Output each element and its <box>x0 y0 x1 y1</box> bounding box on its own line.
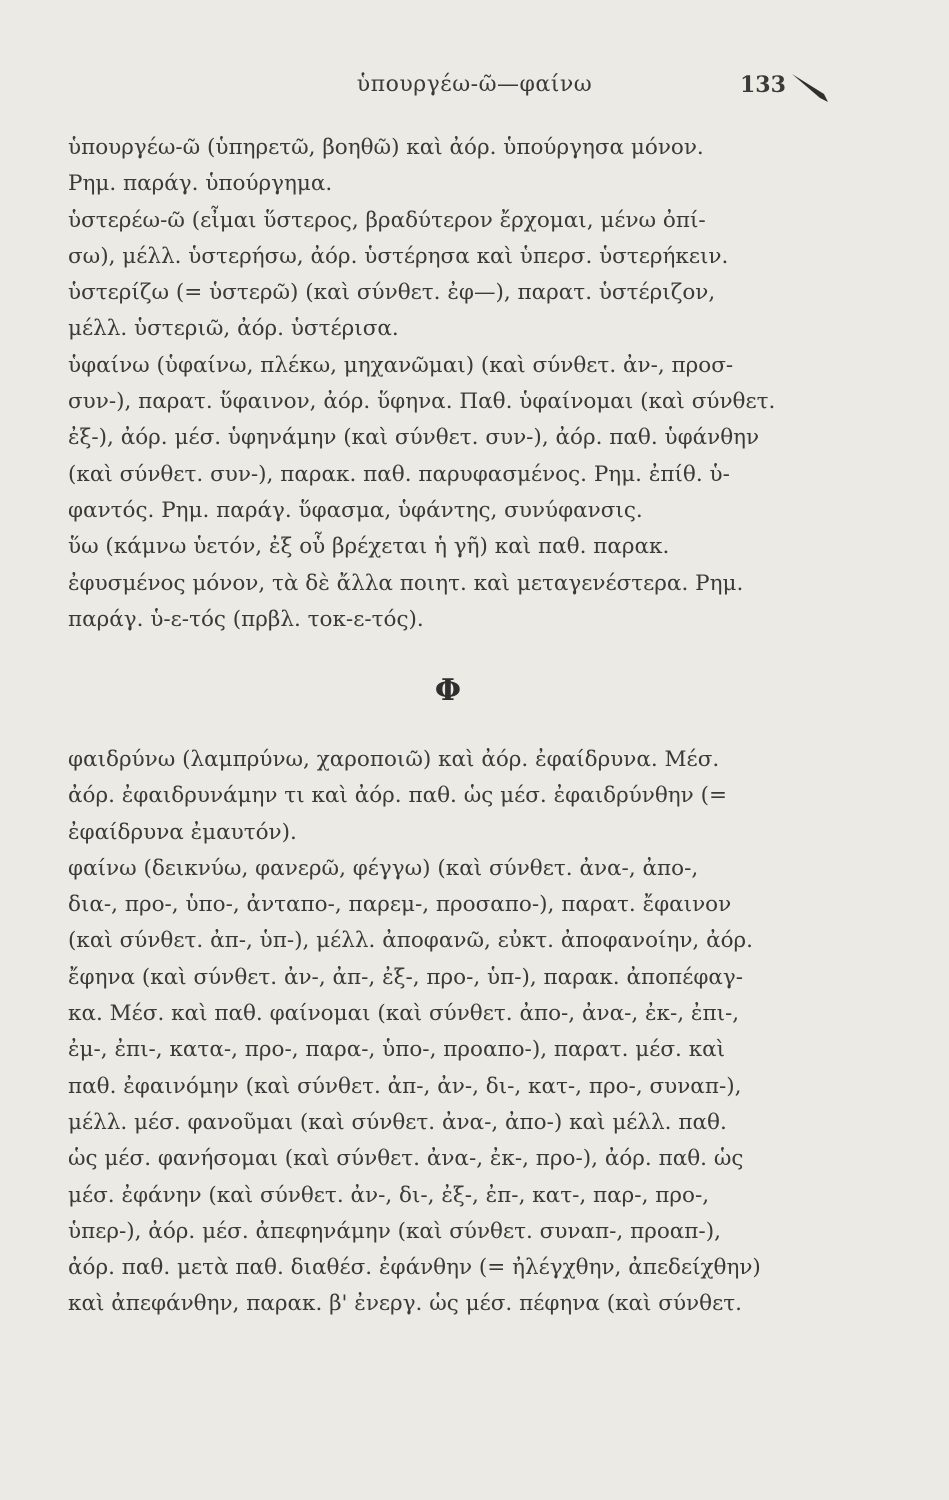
text-line: δια-, προ-, ὑπο-, ἀνταπο-, παρεμ-, προσαπο-), παρατ. ἔφαινον <box>68 892 732 918</box>
text-line: ἐμ-, ἐπι-, κατα-, προ-, παρα-, ὑπο-, προαπο-), παρατ. μέσ. καὶ <box>68 1037 726 1063</box>
section-letter-text: Φ <box>434 673 462 708</box>
text-line: ὑπουργέω-ῶ (ὑπηρετῶ, βοηθῶ) καὶ ἀόρ. ὑπούργησα μόνον. <box>68 135 704 160</box>
text-line: ἔφηνα (καὶ σύνθετ. ἀν-, ἀπ-, ἐξ-, προ-, ὑπ-), παρακ. ἀποπέφαγ- <box>68 964 744 990</box>
text-line: φαντός. Ρημ. παράγ. ὕφασμα, ὑφάντης, συνύφανσις. <box>68 497 643 523</box>
page-number: 133 <box>740 72 786 98</box>
text-line: ὑπερ-), ἀόρ. μέσ. ἀπεφηνάμην (καὶ σύνθετ. συναπ-, προαπ-), <box>68 1218 721 1244</box>
text-line: κα. Μέσ. καὶ παθ. φαίνομαι (καὶ σύνθετ. ἀπο-, ἀνα-, ἐκ-, ἐπι-, <box>68 1001 740 1027</box>
text-line: ὡς μέσ. φανήσομαι (καὶ σύνθετ. ἀνα-, ἐκ-, προ-), ἀόρ. παθ. ὡς <box>68 1146 744 1172</box>
text-line: ὑστερέω-ῶ (εἶμαι ὕστερος, βραδύτερον ἔρχομαι, μένω ὀπί- <box>68 207 706 233</box>
text-line: φαιδρύνω (λαμπρύνω, χαροποιῶ) καὶ ἀόρ. ἐφαίδρυνα. Μέσ. <box>68 747 720 772</box>
running-head: ὑπουργέω-ῶ—φαίνω <box>356 72 593 97</box>
text-line: σω), μέλλ. ὑστερήσω, ἀόρ. ὑστέρησα καὶ ὑπερσ. ὑστερήκειν. <box>68 243 729 269</box>
text-line: μέσ. ἐφάνην (καὶ σύνθετ. ἀν-, δι-, ἐξ-, ἐπ-, κατ-, παρ-, προ-, <box>68 1182 710 1208</box>
entries-upsilon <box>68 130 828 638</box>
text-line: ἀόρ. ἐφαιδρυνάμην τι καὶ ἀόρ. παθ. ὡς μέσ. ἐφαιδρύνθην (= <box>68 783 727 809</box>
text-line: καὶ ἀπεφάνθην, παρακ. β' ἐνεργ. ὡς μέσ. πέφηνα (καὶ σύνθετ. <box>68 1291 742 1317</box>
text-line: (καὶ σύνθετ. ἀπ-, ὑπ-), μέλλ. ἀποφανῶ, εὐκτ. ἀποφανοίην, ἀόρ. <box>68 928 754 954</box>
text-line: (καὶ σύνθετ. συν-), παρακ. παθ. παρυφασμένος. Ρημ. ἐπίθ. ὑ- <box>68 461 730 487</box>
text-line: μέλλ. ὑστεριῶ, ἀόρ. ὑστέρισα. <box>68 316 399 342</box>
page-corner-mark <box>790 70 832 104</box>
text-line: ἐφυσμένος μόνον, τὰ δὲ ἄλλα ποιητ. καὶ μεταγενέστερα. Ρημ. <box>68 570 744 596</box>
text-line: φαίνω (δεικνύω, φανερῶ, φέγγω) (καὶ σύνθετ. ἀνα-, ἀπο-, <box>68 855 699 881</box>
text-line: Ρημ. παράγ. ὑπούργημα. <box>68 171 333 197</box>
text-line: παράγ. ὑ-ε-τός (πρβλ. τοκ-ε-τός). <box>68 606 424 632</box>
text-line: μέλλ. μέσ. φανοῦμαι (καὶ σύνθετ. ἀνα-, ἀπο-) καὶ μέλλ. παθ. <box>68 1109 727 1135</box>
text-line: ὕω (κάμνω ὑετόν, ἐξ οὗ βρέχεται ἡ γῆ) καὶ παθ. παρακ. <box>68 534 670 560</box>
section-letter-phi <box>433 670 463 708</box>
entries-phi <box>68 742 828 1323</box>
text-line: ἀόρ. παθ. μετὰ παθ. διαθέσ. ἐφάνθην (= ἠλέγχθην, ἀπεδείχθην) <box>68 1255 761 1281</box>
text-line: παθ. ἐφαινόμην (καὶ σύνθετ. ἀπ-, ἀν-, δι-, κατ-, προ-, συναπ-), <box>68 1073 742 1099</box>
text-line: συν-), παρατ. ὕφαινον, ἀόρ. ὕφηνα. Παθ. ὑφαίνομαι (καὶ σύνθετ. <box>68 389 776 415</box>
text-line: ὑστερίζω (= ὑστερῶ) (καὶ σύνθετ. ἐφ—), παρατ. ὑστέριζον, <box>68 280 716 306</box>
text-line: ἐφαίδρυνα ἐμαυτόν). <box>68 819 297 845</box>
text-line: ἐξ-), ἀόρ. μέσ. ὑφηνάμην (καὶ σύνθετ. συν-), ἀόρ. παθ. ὑφάνθην <box>68 425 760 451</box>
text-line: ὑφαίνω (ὑφαίνω, πλέκω, μηχανῶμαι) (καὶ σύνθετ. ἀν-, προσ- <box>68 352 734 378</box>
